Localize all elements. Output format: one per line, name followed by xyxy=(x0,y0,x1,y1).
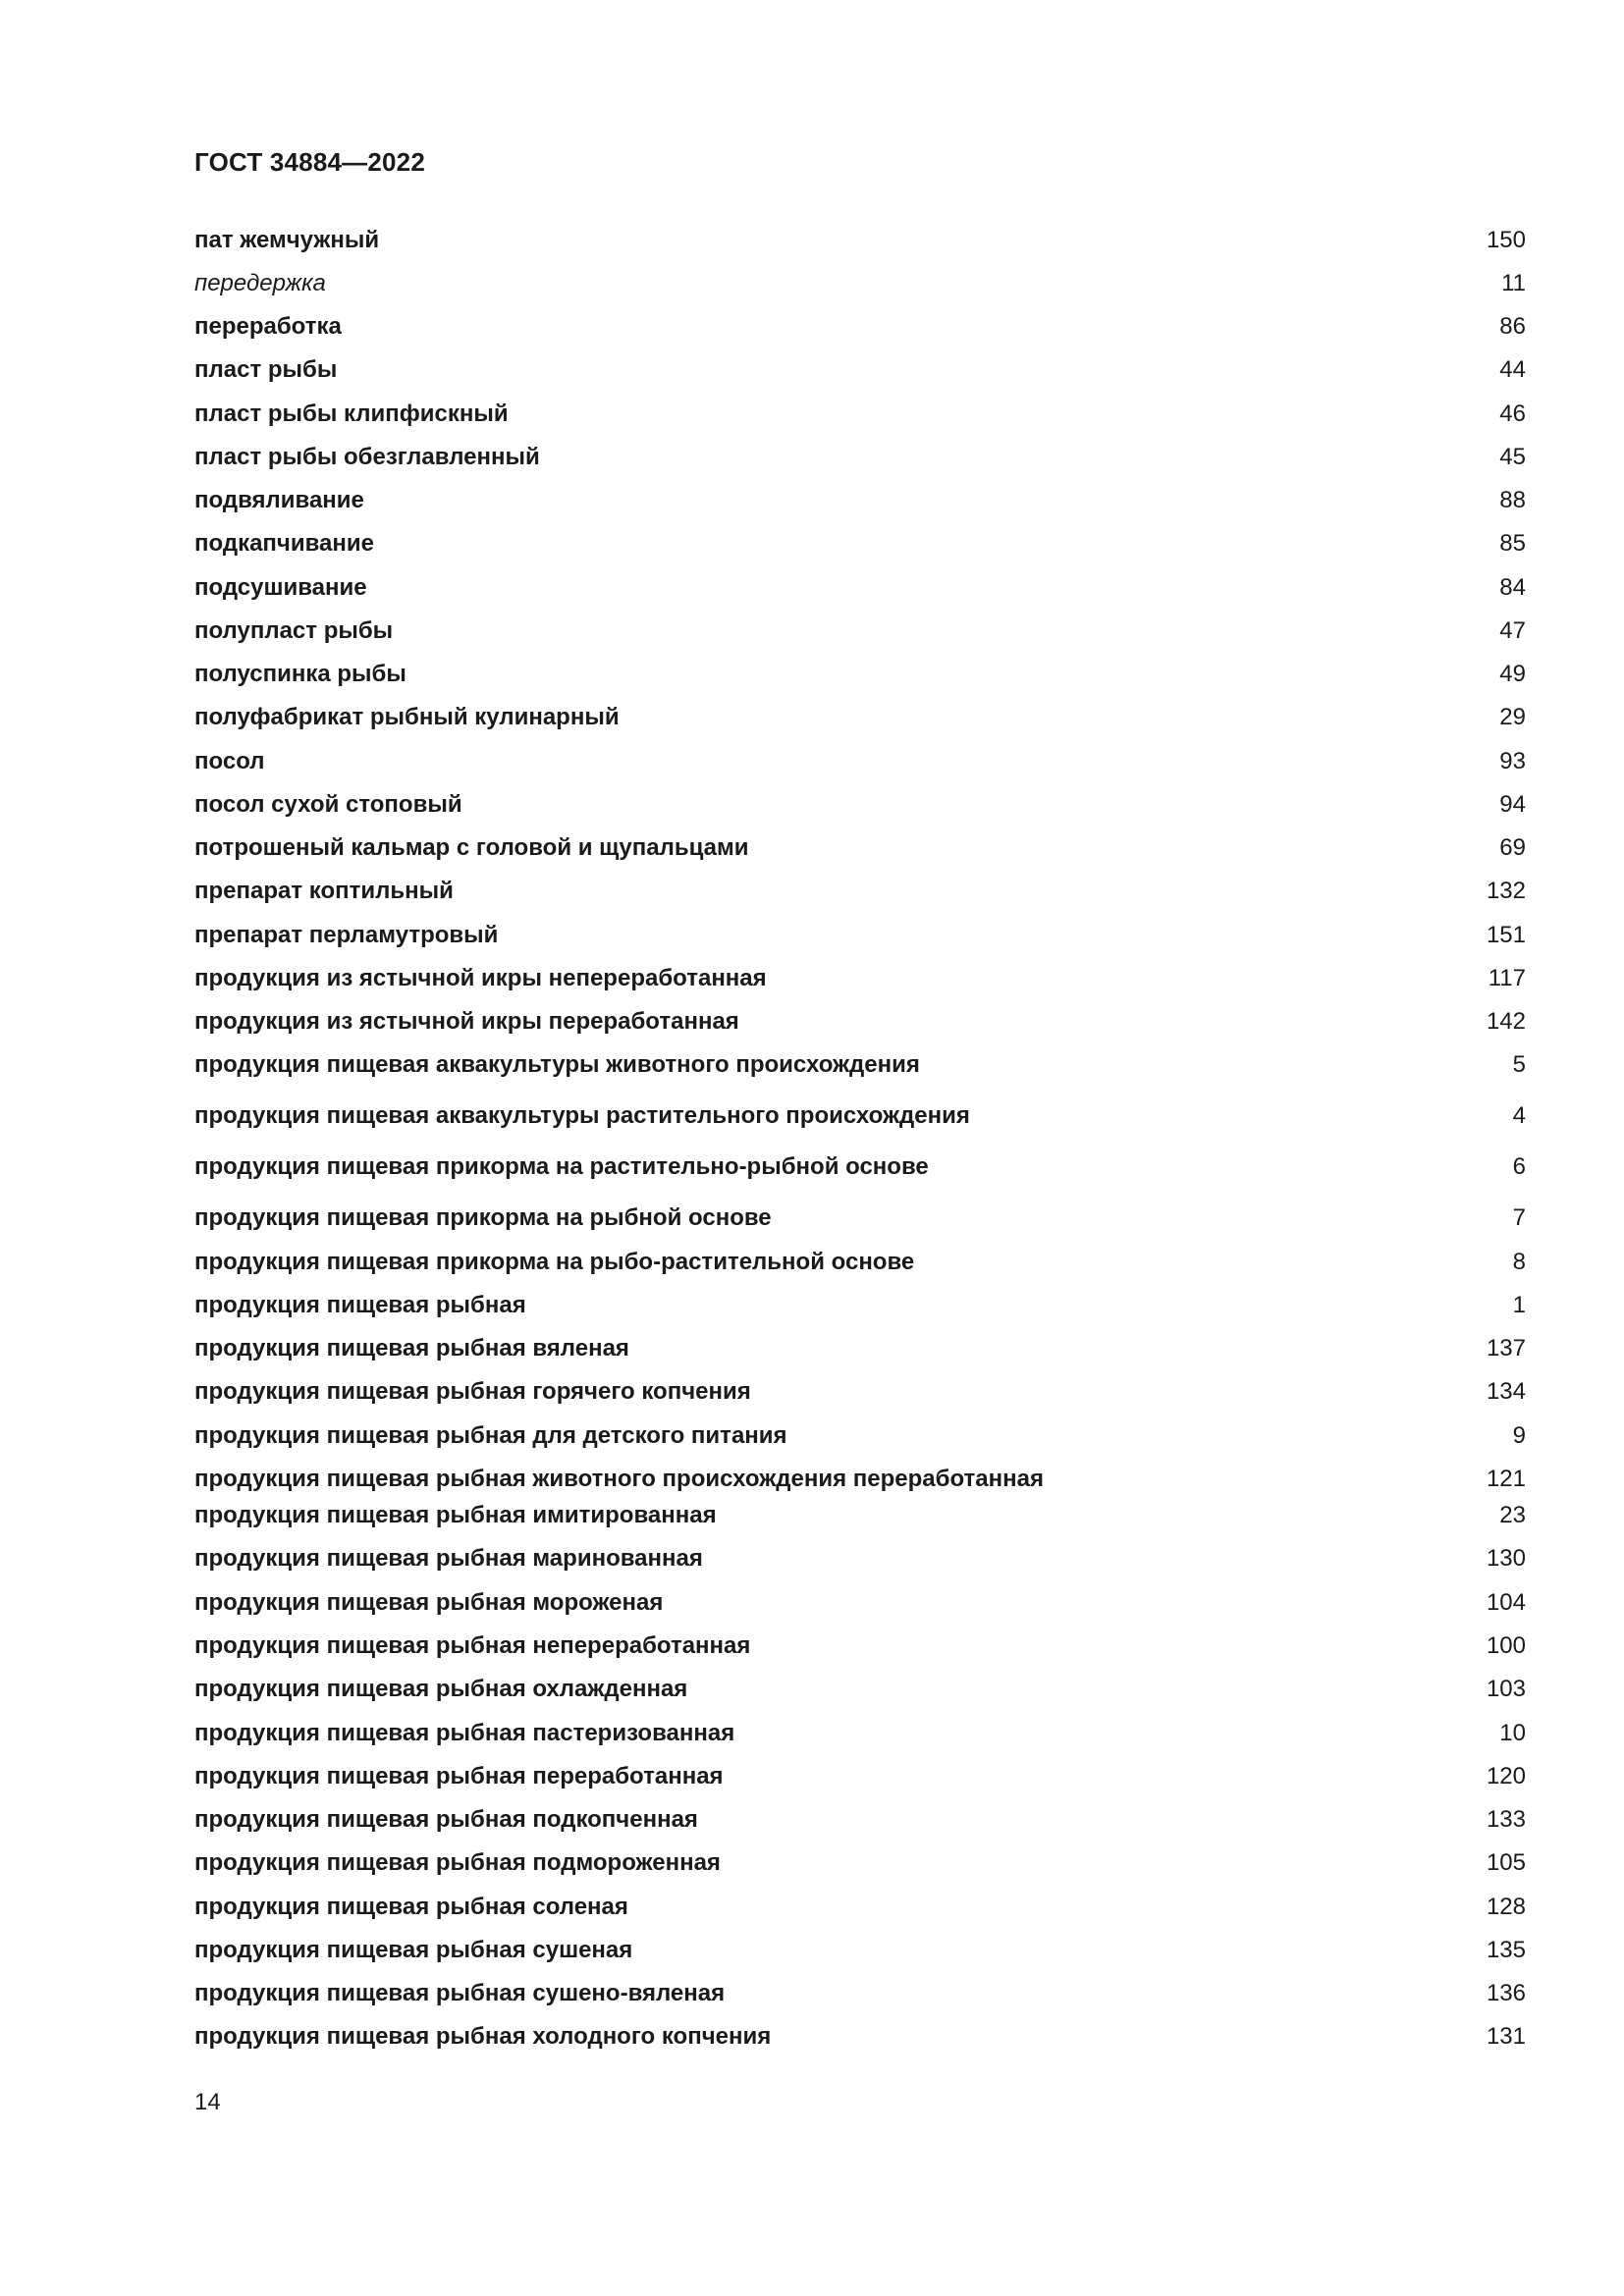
index-term: продукция пищевая рыбная переработанная xyxy=(194,1763,724,1789)
index-entry xyxy=(194,1542,1526,1575)
index-reference-number: 49 xyxy=(1499,661,1526,687)
index-term: продукция пищевая рыбная маринованная xyxy=(194,1545,703,1572)
index-term: подвяливание xyxy=(194,487,364,513)
index-term: посол xyxy=(194,748,265,774)
index-term: продукция пищевая рыбная сушеная xyxy=(194,1937,633,1963)
index-term: пласт рыбы клипфискный xyxy=(194,400,509,427)
index-entry xyxy=(194,919,1526,952)
index-entry xyxy=(194,1586,1526,1620)
index-entry xyxy=(194,1419,1526,1453)
index-reference-number: 136 xyxy=(1486,1980,1526,2006)
index-entry xyxy=(194,224,1526,257)
index-term: продукция пищевая рыбная xyxy=(194,1292,526,1318)
index-entry xyxy=(194,2020,1526,2054)
index-reference-number: 100 xyxy=(1486,1632,1526,1659)
index-reference-number: 45 xyxy=(1499,444,1526,470)
index-term: пласт рыбы обезглавленный xyxy=(194,444,540,470)
index-reference-number: 120 xyxy=(1486,1763,1526,1789)
index-entry xyxy=(194,571,1526,605)
page-number: 14 xyxy=(194,2089,221,2115)
index-term: продукция пищевая прикорма на рыбо-растительной основе xyxy=(194,1249,915,1275)
index-reference-number: 105 xyxy=(1486,1849,1526,1876)
index-entry xyxy=(194,527,1526,561)
index-entry xyxy=(194,1760,1526,1793)
document-header: ГОСТ 34884—2022 xyxy=(194,147,425,177)
index-term: потрошеный кальмар с головой и щупальцами xyxy=(194,834,749,861)
index-reference-number: 44 xyxy=(1499,356,1526,383)
index-entry xyxy=(194,658,1526,691)
index-term: продукция пищевая рыбная животного происхождения переработанная xyxy=(194,1466,1044,1492)
index-reference-number: 84 xyxy=(1499,574,1526,601)
index-term: пласт рыбы xyxy=(194,356,338,383)
index-reference-number: 85 xyxy=(1499,530,1526,557)
index-reference-number: 130 xyxy=(1486,1545,1526,1572)
index-entry xyxy=(194,1977,1526,2010)
index-term: продукция пищевая рыбная для детского питания xyxy=(194,1422,787,1449)
index-entry xyxy=(194,1463,1526,1496)
index-entry xyxy=(194,1673,1526,1706)
index-reference-number: 142 xyxy=(1486,1008,1526,1035)
index-term: пат жемчужный xyxy=(194,227,380,253)
index-term: продукция из ястычной икры непереработанная xyxy=(194,965,767,991)
index-entry xyxy=(194,1099,1526,1133)
index-entry xyxy=(194,831,1526,865)
index-reference-number: 10 xyxy=(1499,1720,1526,1746)
index-entry xyxy=(194,701,1526,734)
index-reference-number: 23 xyxy=(1499,1502,1526,1528)
index-reference-number: 69 xyxy=(1499,834,1526,861)
index-entry xyxy=(194,1150,1526,1184)
index-reference-number: 121 xyxy=(1486,1466,1526,1492)
index-entry xyxy=(194,1375,1526,1409)
index-entry xyxy=(194,745,1526,778)
index-entry xyxy=(194,875,1526,908)
index-reference-number: 7 xyxy=(1512,1204,1526,1231)
index-term: продукция пищевая рыбная охлажденная xyxy=(194,1676,688,1702)
index-reference-number: 128 xyxy=(1486,1894,1526,1920)
index-entry xyxy=(194,484,1526,517)
index-term: продукция пищевая рыбная подмороженная xyxy=(194,1849,721,1876)
index-term: продукция пищевая рыбная вяленая xyxy=(194,1335,629,1362)
index-reference-number: 94 xyxy=(1499,791,1526,818)
index-term: продукция пищевая аквакультуры животного происхождения xyxy=(194,1051,920,1078)
index-entry xyxy=(194,1005,1526,1039)
index-term: переработка xyxy=(194,313,342,340)
index-reference-number: 93 xyxy=(1499,748,1526,774)
index-reference-number: 8 xyxy=(1512,1249,1526,1275)
index-term: продукция пищевая рыбная подкопченная xyxy=(194,1806,698,1833)
index-entry xyxy=(194,398,1526,431)
index-entry xyxy=(194,1246,1526,1279)
index-reference-number: 46 xyxy=(1499,400,1526,427)
index-entry xyxy=(194,1934,1526,1967)
index-term: полуфабрикат рыбный кулинарный xyxy=(194,704,620,730)
index-term: продукция пищевая рыбная непереработанная xyxy=(194,1632,751,1659)
index-entry xyxy=(194,353,1526,387)
index-term: препарат перламутровый xyxy=(194,922,499,948)
index-term: продукция пищевая аквакультуры растительного происхождения xyxy=(194,1102,970,1129)
index-entry xyxy=(194,1891,1526,1924)
index-reference-number: 151 xyxy=(1486,922,1526,948)
index-reference-number: 134 xyxy=(1486,1378,1526,1405)
index-term: продукция пищевая рыбная мороженая xyxy=(194,1589,664,1616)
index-entry xyxy=(194,788,1526,822)
index-entry xyxy=(194,962,1526,995)
index-reference-number: 150 xyxy=(1486,227,1526,253)
index-reference-number: 133 xyxy=(1486,1806,1526,1833)
index-reference-number: 9 xyxy=(1512,1422,1526,1449)
index-term: продукция пищевая рыбная имитированная xyxy=(194,1502,717,1528)
index-reference-number: 47 xyxy=(1499,617,1526,644)
index-reference-number: 11 xyxy=(1501,270,1526,296)
index-entry xyxy=(194,1499,1526,1532)
index-entry xyxy=(194,1289,1526,1322)
index-reference-number: 132 xyxy=(1486,878,1526,904)
index-term: полупласт рыбы xyxy=(194,617,394,644)
index-reference-number: 131 xyxy=(1486,2023,1526,2050)
index-term: подсушивание xyxy=(194,574,367,601)
index-entry xyxy=(194,1846,1526,1880)
index-entry xyxy=(194,267,1526,300)
index-term: подкапчивание xyxy=(194,530,374,557)
index-reference-number: 5 xyxy=(1512,1051,1526,1078)
index-term: продукция пищевая рыбная холодного копчения xyxy=(194,2023,772,2050)
index-term: посол сухой стоповый xyxy=(194,791,462,818)
index-reference-number: 117 xyxy=(1488,965,1526,991)
index-entry xyxy=(194,614,1526,648)
index-entry xyxy=(194,1201,1526,1235)
index-term: продукция пищевая прикорма на растительно-рыбной основе xyxy=(194,1153,929,1180)
index-entry xyxy=(194,1048,1526,1082)
index-term: продукция пищевая рыбная соленая xyxy=(194,1894,628,1920)
index-reference-number: 135 xyxy=(1486,1937,1526,1963)
index-reference-number: 103 xyxy=(1486,1676,1526,1702)
index-term: продукция пищевая рыбная горячего копчения xyxy=(194,1378,751,1405)
index-reference-number: 6 xyxy=(1512,1153,1526,1180)
index-reference-number: 86 xyxy=(1499,313,1526,340)
index-entry xyxy=(194,1332,1526,1365)
index-term: продукция пищевая прикорма на рыбной основе xyxy=(194,1204,772,1231)
index-entry xyxy=(194,1629,1526,1663)
index-reference-number: 137 xyxy=(1486,1335,1526,1362)
index-term: продукция из ястычной икры переработанная xyxy=(194,1008,739,1035)
index-term: полуспинка рыбы xyxy=(194,661,406,687)
index-term: препарат коптильный xyxy=(194,878,454,904)
index-term: продукция пищевая рыбная пастеризованная xyxy=(194,1720,735,1746)
index-term: передержка xyxy=(194,270,326,296)
index-reference-number: 88 xyxy=(1499,487,1526,513)
index-entry xyxy=(194,441,1526,474)
index-entry xyxy=(194,310,1526,344)
index-entry xyxy=(194,1803,1526,1837)
index-reference-number: 4 xyxy=(1512,1102,1526,1129)
index-reference-number: 104 xyxy=(1486,1589,1526,1616)
index-reference-number: 29 xyxy=(1499,704,1526,730)
index-entry xyxy=(194,1717,1526,1750)
index-reference-number: 1 xyxy=(1512,1292,1526,1318)
index-term: продукция пищевая рыбная сушено-вяленая xyxy=(194,1980,726,2006)
